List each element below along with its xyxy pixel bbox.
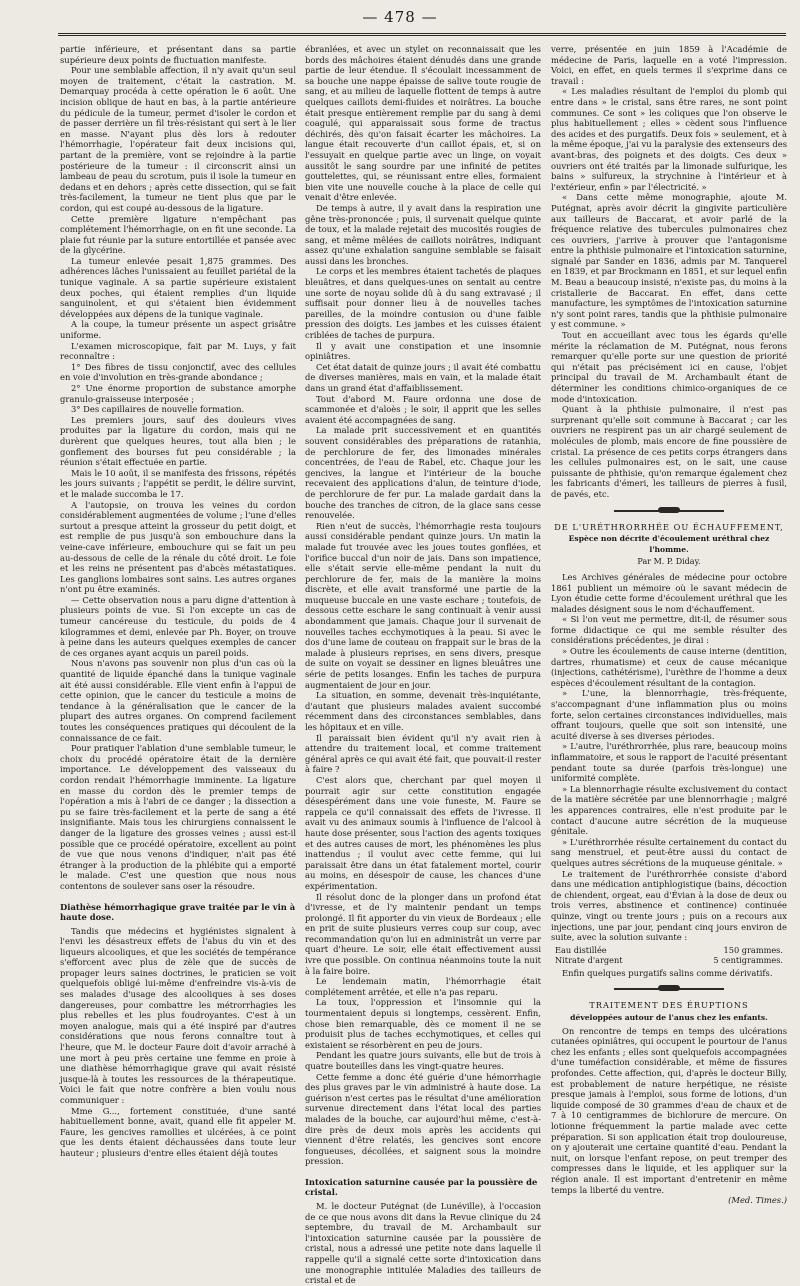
paragraph: Il y avait une constipation et une insomnie opiniâtres. xyxy=(305,340,541,362)
paragraph: Tout d'abord M. Faure ordonna une dose de scammonée et d'aloès ; le soir, il apprit que les selles avaient été accompagnées de sang. xyxy=(305,393,541,425)
paragraph: Rien n'eut de succès, l'hémorrhagie resta toujours aussi considérable pendant quinze jours. Un matin la malade fut trouvée avec les joues toutes gonflées, et l'orifice buccal d'un noir de jais. Dans son impatience, elle s'était servie elle-même pendant la nuit du perchlorure de fer, mais de la manière la moins discrète, et elle avait transformé une partie de la muqueuse buccale en une vaste eschare ; toutefois, de dessous cette eschare le sang continuait à venir aussi abondamment que jamais. Chaque jour il survenait de nouvelles taches ecchymotiques à la peau. Si avec le dos d'une lame de couteau on frappait sur le bras de la malade à plusieurs reprises, en sens divers, presque de suite on voyait se dessiner en lignes bleuâtres une série de petits losanges. Enfin les taches de purpura augmentaient de jour en jour. xyxy=(305,520,541,690)
article-subtitle: développées autour de l'anus chez les enfants. xyxy=(570,1013,768,1023)
top-rule xyxy=(58,33,786,36)
paragraph: 3° Des capillaires de nouvelle formation. xyxy=(71,404,245,415)
paragraph: Tout en accueillant avec tous les égards qu'elle mérite la réclamation de M. Putégnat, nous ferons remarquer qu'elle porte sur une question de priorité qui n'était pas précisément ici en cause, l'objet principal du travail de M. Archambault étant de déterminer les conditions chimico-organiques de ce mode d'intoxication. xyxy=(551,330,787,404)
paragraph: La toux, l'oppression et l'insomnie qui la tourmentaient depuis si longtemps, cessèrent. Enfin, chose bien remarquable, dès ce moment il ne se produisit plus de taches ecchymotiques, et celles qui existaient se résorbèrent en peu de jours. xyxy=(305,997,541,1050)
paragraph: Mme G..., fortement constituée, d'une santé habituellement bonne, avait, quand elle fit appeler M. Faure, les gencives ramollies et ulcérées, à ce point que les dents étaient déchaussées dans toute leur hauteur ; plusieurs d'entre elles étaient déjà toutes xyxy=(60,1105,296,1158)
paragraph: Les Archives générales de médecine pour octobre 1861 publient un mémoire où le savant médecin de Lyon étudie cette forme d'écoulement uréthral que les malades désignent sous le nom d'échauffement. xyxy=(551,571,787,614)
paragraph: Pendant les quatre jours suivants, elle but de trois à quatre bouteilles dans les vingt-quatre heures. xyxy=(305,1050,541,1071)
recipe-qty: 150 grammes. xyxy=(723,944,783,955)
paragraph: » Outre les écoulements de cause interne (dentition, dartres, rhumatisme) et ceux de cause mécanique (injections, cathétérisme), l'urèthre de l'homme a deux espèces d'écoulement résultant de la contagion. xyxy=(551,646,787,688)
paragraph: La situation, en somme, devenait très-inquiétante, d'autant que plusieurs malades avaient succombé récemment dans des circonstances semblables, dans les hôpitaux et en ville. xyxy=(305,690,541,732)
recipe-row xyxy=(551,945,787,956)
paragraph: Quant à la phthisie pulmonaire, il n'est pas surprenant qu'elle soit commune à Baccarat ; car les ouvriers ne respirent pas un air chargé seulement de molécules de plomb, mais encore de fine poussière de cristal. La présence de ces petits corps étrangers dans les cellules pulmonaires est, on le sait, une cause puissante de phthisie, qu'on remarque également chez les fabricants d'émeri, les tailleurs de pierres à fusil, de pavés, etc. xyxy=(551,404,787,499)
paragraph: Pour une semblable affection, il n'y avait qu'un seul moyen de traitement, c'était la castration. M. Demarquay procéda à cette opération le 6 août. Une incision oblique de haut en bas, à la partie antérieure du pédicule de la tumeur, permet d'isoler le cordon et de passer derrière un fil très-résistant qui sert à le lier en masse. N'ayant plus dès lors à redouter l'hémorrhagie, l'opérateur fait deux incisions qui, partant de la première, vont se rejoindre à la partie postérieure de la tumeur : il circonscrit ainsi un lambeau de peau du scrotum, puis il isole la tumeur en dedans et en dehors ; après cette dissection, qui se fait très-facilement, la tumeur ne tient plus que par le cordon, qui est coupé au-dessous de la ligature. xyxy=(60,65,296,213)
paragraph: Nous n'avons pas souvenir non plus d'un cas où la quantité de liquide épanché dans la tunique vaginale ait été aussi considérable. Elle vient enfin à l'appui de cette opinion, que le cancer du testicule a moins de tendance à la généralisation que le cancer de la plupart des autres organes. On comprend facilement toutes les conséquences pratiques qui découlent de la connaissance de ce fait. xyxy=(60,658,296,743)
quote-paragraph: « Les maladies résultant de l'emploi du plomb qui entre dans » le cristal, sans être rares, ne sont point communes. Ce sont » les coliques que l'on observe le plus habituellement ; elles » cèdent sous l'influence des acides et des purgatifs. Deux fois » seulement, et à la même époque, j'ai vu la paralysie des extenseurs des avant-bras, des poignets et des doigts. Ces deux » ouvriers ont été traités par la limonade sulfurique, les bains » sulfureux, la strychnine à l'intérieur et à l'extérieur, enfin » par l'électricité. » xyxy=(551,86,787,192)
paragraph: Le corps et les membres étaient tachetés de plaques bleuâtres, et dans quelques-unes on sentait au centre une sorte de noyau solide dû à du sang extravasé ; il suffisait pour donner lieu à de nouvelles taches pareilles, de la moindre contusion ou d'une faible pression des doigts. Les jambes et les cuisses étaient criblées de taches de purpura. xyxy=(305,266,541,341)
paragraph: La malade prit successivement et en quantités souvent considérables des préparations de ratanhia, de perchlorure de fer, des limonades minérales concentrées, de l'eau de Rabel, etc. Chaque jour les gencives, la langue et l'intérieur de la bouche recevaient des applications d'alun, de teinture d'iode, de perchlorure de fer pur. La malade gardait dans la bouche des tranches de citron, de la glace sans cesse renouvelée. xyxy=(305,425,541,521)
column-3 xyxy=(551,44,788,1206)
paragraph: » La blennorrhagie résulte exclusivement du contact de la matière sécrétée par une blennorrhagie ; malgré les apparences contraires, elle n'est produite par le contact d'aucune autre sécrétion de la muqueuse génitale. xyxy=(551,783,787,837)
paragraph: Il résolut donc de la plonger dans un profond état d'ivresse, et de l'y maintenir pendant un temps prolongé. Il fit apporter du vin vieux de Bordeaux ; elle en prit de suite plusieurs verres coup sur coup, avec recommandation qu'on lui en administrât un verre par quart d'heure. Le soir, elle était effectivement aussi ivre que possible. On continua néanmoins toute la nuit à la faire boire. xyxy=(305,891,541,976)
paragraph: Les premiers jours, sauf des douleurs vives produites par la ligature du cordon, mais qui ne durèrent que quelques heures, tout alla bien ; le gonflement des bourses fut peu considérable ; la réunion s'était effectuée en partie. xyxy=(60,414,296,468)
recipe-row xyxy=(551,955,787,966)
paragraph: 1° Des fibres de tissu conjonctif, avec des cellules en voie d'involution en très-grande abondance ; xyxy=(60,361,296,383)
recipe-item: Eau distillée xyxy=(555,944,607,955)
paragraph: Cette femme a donc été guérie d'une hémorrhagie des plus graves par le vin administré à haute dose. La guérison n'est certes pas le résultat d'une amélioration survenue directement dans l'état local des parties malades de la bouche, car aujourd'hui même, c'est-à-dire près de deux mois après les accidents qui viennent d'être relatés, les gencives sont encore fongueuses, décollées, et saignent sous la moindre pression. xyxy=(305,1071,541,1167)
paragraph: A la coupe, la tumeur présente un aspect grisâtre uniforme. xyxy=(60,319,296,341)
section-separator xyxy=(614,984,724,994)
paragraph: A l'autopsie, on trouva les veines du cordon considérablement augmentées de volume ; l'une d'elles surtout a presque atteint la grosseur du petit doigt, et est remplie de pus jusqu'à son embouchure dans la veine-cave inférieure, embouchure qui se fait un peu au-dessous de celle de la rénale du côté droit. Le foie et les reins ne présentent pas d'abcès métastatiques. Les ganglions lombaires sont sains. Les autres organes n'ont pu être examinés. xyxy=(60,499,296,595)
paragraph: Le lendemain matin, l'hémorrhagie était complétement arrêtée, et elle n'a pas reparu. xyxy=(305,976,541,997)
paragraph: Pour pratiquer l'ablation d'une semblable tumeur, le choix du procédé opératoire était de la dernière importance. Le développement des vaisseaux du cordon rendait l'hémorrhagie imminente. La ligature en masse du cordon dès le premier temps de l'opération a mis à l'abri de ce danger ; la dissection a pu se faire très-facilement et la perte de sang a été insignifiante. Mais tous les chirurgiens connaissent le danger de la ligature des grosses veines ; aussi est-il possible que ce procédé opératoire, excellent au point de vue que nous venons d'indiquer, n'ait pas été étranger à la production de la phlébite qui a emporté le malade. C'est une question que nous nous contentons de soulever sans oser la résoudre. xyxy=(60,743,296,891)
paragraph: C'est alors que, cherchant par quel moyen il pourrait agir sur cette constitution engagée désespérément dans une voie funeste, M. Faure se rappela ce qu'il connaissait des effets de l'ivresse. Il avait vu des animaux soumis à l'influence de l'alcool à haute dose présenter, sous l'action des agents toxiques et des autres causes de mort, les phénomènes les plus inattendus ; il voulut avec cette femme, qui lui paraissait être dans un état fatalement mortel, courir au moins, en désespoir de cause, les chances d'une expérimentation. xyxy=(305,774,541,891)
article-heading: DE L'URÉTHRORRHÉE OU ÉCHAUFFEMENT, xyxy=(554,521,784,532)
recipe-table xyxy=(551,945,787,966)
article-heading: TRAITEMENT DES ÉRUPTIONS xyxy=(589,1000,749,1011)
col1-article xyxy=(60,44,296,892)
source-signature: (Med. Times.) xyxy=(728,1195,787,1206)
paragraph: M. le docteur Putégnat (de Lunéville), à l'occasion de ce que nous avons dit dans la Revue clinique du 24 septembre, du travail de M. Archambault sur l'intoxication saturnine causée par la poussière de cristal, nous a adressé une petite note dans laquelle il rappelle qu'il a signalé cette sorte d'intoxication dans une monographie intitulée Maladies des tailleurs de cristal et de xyxy=(305,1200,541,1286)
paragraph: Le traitement de l'uréthrorrhée consiste d'abord dans une médication antiphlogistique (bains, décoction de chiendent, orgeat, eau d'Évian à la dose de deux ou trois verres, abstinence et continence) continuée quinze, vingt ou trente jours ; puis on a recours aux injections, une par jour, pendant cinq jours environ de suite, avec la solution suivante : xyxy=(551,868,787,943)
paragraph: ébranlées, et avec un stylet on reconnaissait que les bords des mâchoires étaient dénudés dans une grande partie de leur étendue. Il s'écoulait incessamment de sa bouche une nappe épaisse de salive toute rougie de sang, et au milieu de laquelle flottent de temps à autre quelques caillots demi-fluides et noirâtres. La bouche était presque entièrement remplie par du sang à demi coagulé, qui apparaissait sous forme de tractus déchirés, dès qu'on faisait écarter les mâchoires. La langue était recouverte d'un caillot épais, et, si on l'essuyait en quelque partie avec un linge, on voyait aussitôt le sang sourdre par une infinité de petites gouttelettes, qui, se réunissant entre elles, formaient bien vite une nouvelle couche à la place de celle qui venait d'être enlevée. xyxy=(305,44,541,203)
paragraph: Mais le 10 août, il se manifesta des frissons, répétés les jours suivants ; l'appétit se perdit, le délire survint, et le malade succomba le 17. xyxy=(60,467,296,499)
paragraph: Cet état datait de quinze jours ; il avait été combattu de diverses manières, mais en vain, et la malade était dans un grand état d'affaiblissement. xyxy=(305,361,542,393)
recipe-item: Nitrate d'argent xyxy=(555,955,623,966)
paragraph: Tandis que médecins et hygiénistes signalent à l'envi les désastreux effets de l'abus du vin et des liqueurs alcooliques, et que les sociétés de tempérance s'efforcent avec plus de zèle que de succès de propager leurs saines doctrines, le praticien se voit quelquefois obligé lui-même d'enfreindre vis-à-vis de ses malades d'usage des alcooliques à ses doses dangereuses, pour combattre les métrorrhagies les plus rebelles et les plus foudroyantes. C'est à un moyen analogue, mais qui a été inspiré par d'autres considérations que nous ferons connaître tout à l'heure, que M. le docteur Faure doit d'avoir arraché à une mort à peu près certaine une femme en proie à une diathèse hémorrhagique grave qui avait résisté jusque-là à toutes les ressources de la thérapeutique. Voici le fait que notre confrère a bien voulu nous communiquer : xyxy=(60,925,296,1105)
paragraph: « Si l'on veut me permettre, dit-il, de résumer sous forme didactique ce qui me semble résulter des considérations précédentes, je dirai : xyxy=(551,614,787,646)
page-number: — 478 — xyxy=(362,8,438,26)
paragraph: L'examen microscopique, fait par M. Luys, y fait reconnaître : xyxy=(60,340,296,362)
paragraph: La tumeur enlevée pesait 1,875 grammes. Des adhérences lâches l'unissaient au feuillet pariétal de la tunique vaginale. A sa partie supérieure existaient deux poches, qui étaient remplies d'un liquide sanguinolent, et qui s'étaient bien évidemment développées aux dépens de la tunique vaginale. xyxy=(60,255,296,319)
paragraph: De temps à autre, il y avait dans la respiration une gêne très-prononcée ; puis, il survenait quelque quinte de toux, et la malade rejetait des mucosités rougies de sang, et même mêlées de caillots noirâtres, indiquant assez qu'une exhalation sanguine semblable se faisait aussi dans les bronches. xyxy=(305,202,541,266)
paragraph: Cette première ligature n'empêchant pas complétement l'hémorrhagie, on en fit une seconde. La plaie fut réunie par la suture entortillée et pansée avec de la glycérine. xyxy=(60,213,296,256)
section-separator xyxy=(614,506,724,516)
paragraph: » L'uréthrorrhée résulte certainement du contact du sang menstruel, et peut-être aussi du contact de quelques autres sécrétions de la muqueuse génitale. » xyxy=(551,836,787,868)
article-heading: Intoxication saturnine causée par la poussière de cristal. xyxy=(305,1176,538,1197)
recipe-qty: 5 centigrammes. xyxy=(713,955,783,966)
paragraph: Il paraissait bien évident qu'il n'y avait rien à attendre du traitement local, et comme traitement général après ce qui avait été fait, que pouvait-il rester à faire ? xyxy=(305,732,541,775)
paragraph: — Cette observation nous a paru digne d'attention à plusieurs points de vue. Si l'on excepte un cas de tumeur cancéreuse du testicule, du poids de 4 kilogrammes et demi, enlevée par Ph. Boyer, on trouve à peine dans les auteurs quelques exemples de cancer de ces organes ayant acquis un pareil poids. xyxy=(60,594,296,658)
quote-paragraph: « Dans cette même monographie, ajoute M. Putégnat, après avoir décrit la gingivite particulière aux tailleurs de Baccarat, et avoir parlé de la fréquence relative des tubercules pulmonaires chez ces ouvriers, j'arrive à prouver que l'antagonisme entre la phthisie pulmonaire et l'intoxication saturnine, signalé par Sander en 1836, admis par M. Tanquerel en 1839, et par Brockmann en 1851, et sur lequel enfin M. Beau a beaucoup insisté, n'existe pas, du moins à la cristallerie de Baccarat. En effet, dans cette manufacture, les symptômes de l'intoxication saturnine n'y sont point rares, tandis que la phthisie pulmonaire y est commune. » xyxy=(551,192,788,330)
paragraph: » L'autre, l'uréthrorrhée, plus rare, beaucoup moins inflammatoire, et sous le rapport de l'acuité présentant pendant toute sa durée (parfois très-longue) une uniformité complète. xyxy=(551,741,787,784)
paragraph: partie inférieure, et présentant dans sa partie supérieure deux points de fluctuation manifeste. xyxy=(60,44,296,65)
paragraph: On rencontre de temps en temps des ulcérations cutanées opiniâtres, qui occupent le pourtour de l'anus chez les enfants ; elles sont quelquefois accompagnées d'une tuméfaction considérable, et même de fissures profondes. Cette affection, qui, d'après le docteur Billy, est probablement de nature herpétique, ne résiste presque jamais à l'emploi, sous forme de lotions, d'un liquide composé de 30 grammes d'eau de chaux et de 7 à 10 centigrammes de bichlorure de mercure. On lotionne fréquemment la partie malade avec cette préparation. Si son application était trop douloureuse, on y ajouterait une certaine quantité d'eau. Pendant la nuit, on lorsque l'enfant repose, on peut tremper des compresses dans le liquide, et les appliquer sur la région anale. Il est important d'entretenir en même temps la liberté du ventre. xyxy=(551,1025,787,1195)
paragraph: verre, présentée en juin 1859 à l'Académie de médecine de Paris, laquelle en a voté l'impression. Voici, en effet, en quels termes il s'exprime dans ce travail : xyxy=(551,44,787,86)
article-author: Par M. P. Diday. xyxy=(637,557,701,567)
article-heading: Diathèse hémorrhagique grave traitée par le vin à haute dose. xyxy=(60,901,296,922)
article-subtitle: Espèce non décrite d'écoulement uréthral chez l'homme. xyxy=(568,534,770,554)
paragraph: 2° Une énorme proportion de substance amorphe granulo-graisseuse interposée ; xyxy=(60,383,296,404)
column-2 xyxy=(305,44,542,1286)
column-1 xyxy=(60,44,296,1158)
paragraph: » L'une, la blennorrhagie, très-fréquente, s'accompagnant d'une inflammation plus ou moins forte, selon certaines circonstances individuelles, mais offrant toujours, quelle que soit son intensité, une acuité diverse à ses diverses périodes. xyxy=(551,688,787,741)
paragraph: Enfin quelques purgatifs salins comme dérivatifs. xyxy=(562,967,773,978)
